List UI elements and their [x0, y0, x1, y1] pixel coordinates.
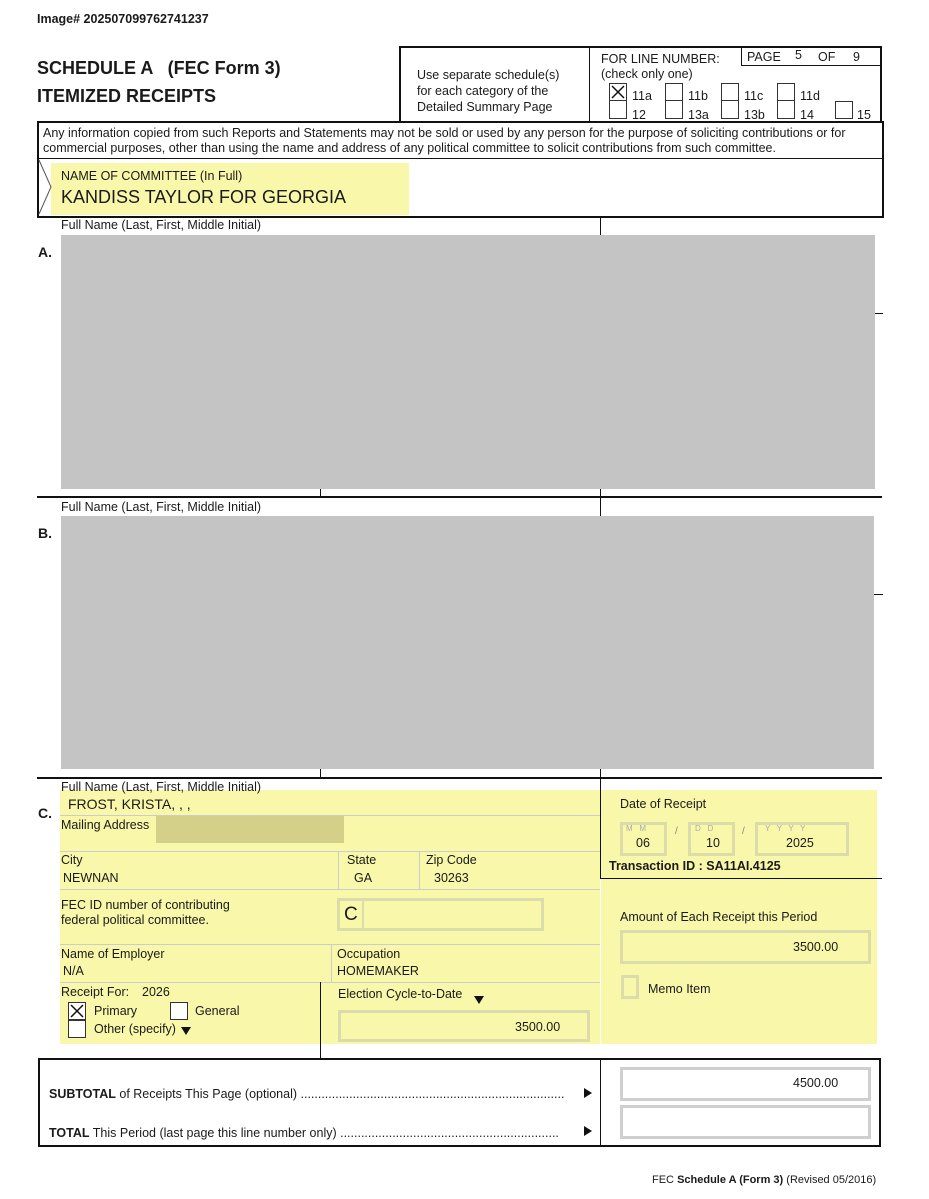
subtotal-label-bold: SUBTOTAL — [49, 1087, 116, 1101]
line-14-label: 14 — [800, 108, 814, 122]
line-11a-checkbox[interactable] — [609, 83, 627, 101]
committee-arrow-icon — [38, 159, 54, 215]
checked-x-icon — [69, 1003, 85, 1019]
subtotal-amount: 4500.00 — [793, 1076, 839, 1090]
image-id: Image# 202507099762741237 — [37, 12, 209, 26]
line-11a-label: 11a — [632, 89, 652, 103]
entry-b-letter: B. — [38, 525, 52, 541]
zip-label: Zip Code — [426, 853, 477, 867]
footer-schedule: Schedule A (Form 3) — [677, 1174, 784, 1186]
line-15-label: 15 — [857, 108, 871, 122]
fec-id-label-1: FEC ID number of contributing — [61, 898, 230, 912]
date-month-hint: M M — [626, 824, 646, 833]
amount-value: 3500.00 — [793, 940, 839, 954]
total-amount-field[interactable] — [620, 1105, 871, 1139]
election-cycle-arrow-icon — [474, 996, 485, 1005]
other-dropdown-arrow-icon — [181, 1027, 192, 1036]
date-year: 2025 — [786, 836, 814, 850]
entry-c-letter: C. — [38, 805, 52, 821]
footer-revised: (Revised 05/2016) — [783, 1174, 877, 1186]
general-label: General — [195, 1004, 240, 1018]
checked-x-icon — [610, 84, 626, 100]
line-11d-checkbox[interactable] — [777, 83, 795, 101]
entry-b-name-label: Full Name (Last, First, Middle Initial) — [61, 500, 262, 514]
date-year-hint: Y Y Y Y — [765, 824, 806, 833]
mailing-address-redacted — [156, 816, 344, 843]
transaction-id: Transaction ID : SA11AI.4125 — [609, 859, 781, 873]
mailing-address-label: Mailing Address — [61, 818, 150, 832]
separate-schedule-note: Use separate schedule(s) for each category of the Detailed Summary Page — [417, 68, 560, 114]
line-13b-label: 13b — [744, 108, 765, 122]
city-value: NEWNAN — [63, 871, 119, 885]
line-12-label: 12 — [632, 108, 646, 122]
fec-id-label-2: federal political committee. — [61, 913, 209, 927]
other-label: Other (specify) — [94, 1022, 176, 1036]
primary-label: Primary — [94, 1004, 138, 1018]
entry-c-name-label: Full Name (Last, First, Middle Initial) — [61, 780, 262, 794]
of-label: OF — [818, 50, 836, 64]
line-11c-checkbox[interactable] — [721, 83, 739, 101]
line-15-checkbox[interactable] — [835, 101, 853, 119]
total-arrow-icon — [584, 1126, 593, 1137]
total-label-rest: This Period (last page this line number only) ............................................................... — [89, 1126, 559, 1140]
page-total: 9 — [853, 50, 860, 64]
state-value: GA — [354, 871, 373, 885]
employer-value: N/A — [63, 964, 84, 978]
employer-label: Name of Employer — [61, 947, 165, 961]
committee-name: KANDISS TAYLOR FOR GEORGIA — [61, 187, 347, 207]
line-11b-label: 11b — [688, 89, 708, 103]
receipt-for-label: Receipt For: — [61, 985, 130, 999]
line-11d-label: 11d — [800, 89, 820, 103]
date-of-receipt-label: Date of Receipt — [620, 797, 707, 811]
total-label-bold: TOTAL — [49, 1126, 90, 1140]
subtotal-label-rest: of Receipts This Page (optional) ............................................................................ — [115, 1087, 565, 1101]
fec-id-field[interactable] — [337, 898, 544, 931]
date-month: 06 — [636, 836, 650, 850]
total-row — [49, 1126, 585, 1140]
disclaimer-text: Any information copied from such Reports and Statements may not be sold or used by any person for the purpose of soliciting contributions or for commercial purposes, other than using the name and address of any political committee to solicit contributions from such committee. — [43, 126, 846, 155]
memo-item-label: Memo Item — [648, 982, 711, 996]
city-label: City — [61, 853, 83, 867]
occupation-label: Occupation — [337, 947, 401, 961]
contributor-name: FROST, KRISTA, , , — [68, 796, 191, 812]
page-number: 5 — [795, 48, 802, 62]
election-cycle-label: Election Cycle-to-Date — [338, 987, 463, 1001]
line-13a-checkbox[interactable] — [665, 101, 683, 119]
line-13b-checkbox[interactable] — [721, 101, 739, 119]
election-cycle-amount: 3500.00 — [515, 1020, 561, 1034]
memo-item-checkbox[interactable] — [621, 975, 639, 999]
for-line-number-label: FOR LINE NUMBER: — [601, 52, 720, 66]
entry-a-redacted — [61, 235, 875, 489]
other-checkbox[interactable] — [68, 1020, 86, 1038]
form-title: SCHEDULE A (FEC Form 3) — [37, 58, 281, 78]
page-label: PAGE — [747, 50, 781, 64]
fec-id-prefix: C — [344, 904, 358, 925]
receipt-for-year: 2026 — [142, 985, 170, 999]
entry-b-redacted — [61, 516, 874, 769]
line-11b-checkbox[interactable] — [665, 83, 683, 101]
subtotal-arrow-icon — [584, 1088, 593, 1099]
footer-prefix: FEC — [652, 1174, 678, 1186]
subtotal-row — [49, 1087, 585, 1101]
line-13a-label: 13a — [688, 108, 709, 122]
date-separator-1: / — [675, 826, 678, 837]
entry-a-letter: A. — [38, 244, 52, 260]
date-separator-2: / — [742, 826, 745, 837]
date-day: 10 — [706, 836, 720, 850]
occupation-value: HOMEMAKER — [337, 964, 419, 978]
amount-label: Amount of Each Receipt this Period — [620, 910, 818, 924]
zip-value: 30263 — [434, 871, 469, 885]
committee-name-label: NAME OF COMMITTEE (In Full) — [61, 169, 243, 183]
line-11c-label: 11c — [744, 89, 764, 103]
check-only-one-label: (check only one) — [601, 67, 693, 81]
line-14-checkbox[interactable] — [777, 101, 795, 119]
form-subtitle: ITEMIZED RECEIPTS — [37, 86, 217, 106]
primary-checkbox[interactable] — [68, 1002, 86, 1020]
footer-form-id — [652, 1174, 876, 1186]
general-checkbox[interactable] — [170, 1002, 188, 1020]
line-12-checkbox[interactable] — [609, 101, 627, 119]
state-label: State — [347, 853, 377, 867]
entry-a-name-label: Full Name (Last, First, Middle Initial) — [61, 218, 262, 232]
date-day-hint: D D — [695, 824, 714, 833]
